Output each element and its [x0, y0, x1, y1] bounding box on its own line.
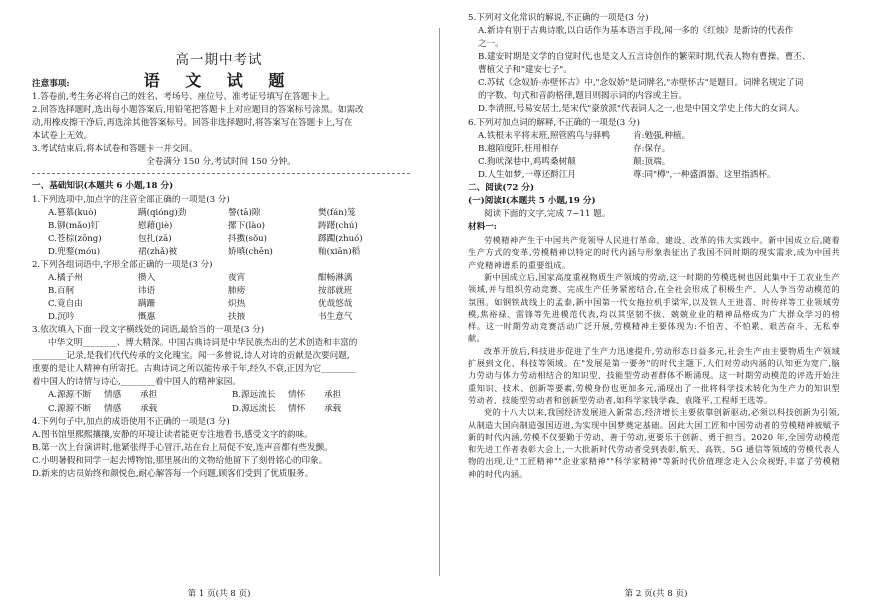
- option: 肺痨: [228, 285, 246, 296]
- option-note: 肯:勉强,种植。: [633, 130, 691, 141]
- option-row: [468, 156, 840, 169]
- passage-line: 中华文明________、博大精深。中国古典诗词是中华民族杰出的艺术创造和丰富的: [48, 338, 358, 349]
- option: D.源远流长: [232, 403, 276, 414]
- option: 夜宵: [228, 272, 246, 283]
- option: 承载: [140, 403, 158, 414]
- option: C.狗吠深巷中,鸡鸣桑树颠: [478, 156, 576, 167]
- option: 炽热: [228, 299, 246, 309]
- notice-heading: 注意事项:: [32, 79, 70, 89]
- option: 蹒跚: [138, 299, 156, 309]
- option: 樊(fán)笼: [318, 207, 356, 218]
- option: B.越陌度阡,枉用相存: [478, 143, 559, 154]
- question-stem: 1.下列选项中,加点字的注音全部正确的一项是(3 分): [32, 194, 230, 205]
- option: 之一。: [478, 39, 504, 50]
- option: B.源远流长: [232, 390, 276, 401]
- option: 扶掖: [228, 312, 246, 323]
- option-row: [468, 143, 840, 156]
- subsection-heading: (一)阅读Ⅰ(本题共 5 小题,19 分): [468, 195, 596, 206]
- question-stem: 3.依次填入下面一段文字横线处的词语,最恰当的一项是(3 分): [32, 325, 265, 336]
- section-heading: 一、基础知识(本题共 6 小题,18 分): [32, 181, 174, 192]
- option: 娇嗔(chēn): [228, 246, 273, 257]
- option: 承担: [140, 390, 158, 401]
- option: C.竟自由: [48, 299, 83, 309]
- question-stem: 5.下列对文化常识的解说,不正确的一项是(3 分): [468, 13, 649, 23]
- option: C.小明暑假和同学一起去博物馆,那里展出的文物给他留下了刻骨铭心的印象。: [32, 455, 328, 466]
- question-stem: 4.下列句子中,加点的成语使用不正确的一项是(3 分): [32, 416, 230, 427]
- notice-line: 1.答卷前,考生务必将自己的姓名、考场号、座位号、准考证号填写在答题卡上。: [32, 92, 336, 103]
- exam-title: 高一期中考试: [175, 52, 263, 68]
- option: D.新来的店员始终和颜悦色,耐心解答每一个问题,顾客们受到了优质服务。: [32, 468, 314, 479]
- option-row: [32, 233, 410, 246]
- section-heading: 二、阅读(72 分): [468, 182, 535, 193]
- option: 情怀: [288, 390, 306, 401]
- option: 的字数、句式和音韵格律,题目则揭示词的内容或主旨。: [478, 91, 687, 102]
- option-row: [468, 169, 840, 182]
- option: 抖擞(sǒu): [228, 233, 268, 244]
- option: 攒入: [138, 272, 156, 283]
- option: 慰藉(jiè): [138, 220, 173, 231]
- option: A.源源不断: [48, 390, 92, 401]
- notice-line: 2.回答选择题时,选出每小题答案后,用铅笔把答题卡上对应题目的答案标号涂黑。如需改: [32, 105, 364, 116]
- page-footer: 第 1 页(共 8 页): [187, 589, 251, 599]
- option-row: [32, 298, 410, 311]
- option: C.苍棕(zōng): [48, 233, 102, 244]
- score-line: 全卷满分 150 分,考试时间 150 分钟。: [146, 157, 296, 168]
- option-row: [32, 272, 410, 285]
- passage-line: 重要的是让人精神有所寄托。古典诗词之所以能传承千年,经久不衰,正因为它________: [32, 364, 356, 375]
- option: 踌躇(chú): [318, 220, 358, 231]
- option: 曹植父子和"建安七子"。: [478, 65, 572, 76]
- option: 慨惠: [138, 312, 156, 323]
- option: D.李清照,号易安居士,是宋代"豪放派"代表词人之一,也是中国文学史上伟大的女词人。: [478, 104, 805, 115]
- option-row: [32, 207, 410, 220]
- passage-paragraph: 党的十八大以来,我国经济发展进入新常态,经济增长主要依靠创新驱动,必须以科技创新为引领,从制造大国向制造强国迈进,为实现中国梦奠定基础。因此大国工匠和中国劳动者的劳模精神被赋予新的时代内涵,劳模不仅要勤于劳动、善于劳动,更要乐于创新、勇于担当。2020 年,全国劳动模范和先进工作者表彰大会上,一大批新时代劳动者受到表彰,航天、高铁、5G 通信等领域的劳模代表人物的出现,让"工匠精神""企业家精神""科学家精神"等新时代价值理念走入公众视野,丰富了劳模精神的时代内涵。: [468, 407, 840, 479]
- notice-line: 本试卷上无效。: [32, 131, 93, 142]
- option: B.百舸: [48, 285, 75, 296]
- option: 謦(tā)隙: [228, 207, 261, 218]
- option: 讳语: [138, 285, 156, 296]
- passage-line: 着中国人的诗情与诗心,________着中国人的精神家园。: [32, 377, 241, 388]
- option: 踯躅(zhuó): [318, 233, 363, 244]
- option: 情感: [104, 390, 122, 401]
- option: B.第一次上台演讲时,他紧张得手心冒汗,站在台上局促不安,连声音都有些发颤。: [32, 442, 333, 453]
- option: 优哉悠哉: [318, 299, 353, 309]
- option-note: 颠:顶端。: [633, 156, 671, 167]
- option: D.沉吟: [48, 312, 75, 323]
- notice-line: 动,用橡皮擦干净后,再选涂其他答案标号。回答非选择题时,将答案写在答题卡上,写在: [32, 118, 353, 129]
- option: A.新诗有别于古典诗歌,以白话作为基本语言手段,闻一多的《红烛》是新诗的代表作: [478, 26, 794, 37]
- passage-paragraph: 劳模精神产生于中国共产党领导人民进行革命、建设、改革的伟大实践中。新中国成立后,随着生产方式的变革,劳模精神以特定的时代内涵与形象表征出了我国不同时期的现实需求,成为中国共产党精神谱系的重要组成。: [468, 235, 840, 270]
- option: 酣畅淋漓: [318, 272, 353, 283]
- option: A.铁根未平将末班,照管鸥鸟与驿鸭: [478, 130, 610, 141]
- option-row: [32, 389, 410, 402]
- option: B.铆(mǎo)钉: [48, 220, 100, 231]
- question-stem: 6.下列对加点词的解释,不正确的一项是(3 分): [468, 117, 640, 128]
- option-row: [32, 403, 410, 416]
- page-footer: 第 2 页(共 8 页): [624, 589, 688, 599]
- page-2: [442, 0, 870, 615]
- option-row: [32, 285, 410, 298]
- option: 情怀: [288, 403, 306, 414]
- option: 承担: [324, 390, 342, 401]
- notice-line: 3.考试结束后,将本试卷和答题卡一并交回。: [32, 144, 198, 155]
- option-row: [468, 130, 840, 143]
- option-row: [32, 246, 410, 259]
- option: 承载: [324, 403, 342, 414]
- option: 包扎(zā): [138, 233, 172, 244]
- option: 情感: [104, 403, 122, 414]
- passage-line: ________记录,是我们代代传承的文化瑰宝。闻一多曾说,诗人对诗的贡献是次要问题,: [32, 351, 350, 362]
- question-stem: 2.下列各组词语中,字形全部正确的一项是(3 分): [32, 259, 213, 270]
- option: C.苏轼《念奴娇·赤壁怀古》中,"念奴娇"是词牌名,"赤壁怀古"是题目。词牌名规定了词: [478, 78, 804, 89]
- passage-paragraph: 新中国成立后,国家高度重视物质生产领域的劳动,这一时期的劳模选树也因此集中于工农业生产领域,并与组织劳动竞赛、完成生产任务紧密结合,在全社会形成了积极生产、人人争当劳动模范的氛围。如钢铁战线上的孟泰,新中国第一代女拖拉机手梁军,以及铁人王进喜、时传祥等工业领域劳模,焦裕禄、雷锋等先进模范代表,均以其坚韧不拔、兢兢业业的精神品格成为广大群众学习的榜样。这一时期劳动竞赛活动广泛开展,劳模精神主要体现为:不怕苦、不怕累、艰苦奋斗、无私奉献。: [468, 271, 840, 344]
- option: C.源源不断: [48, 403, 92, 414]
- page-divider: [439, 28, 440, 576]
- option: D.人生如梦,一尊还酹江月: [478, 169, 576, 180]
- option: 籼(xiān)稻: [318, 246, 361, 257]
- option-note: 存:保存。: [633, 143, 671, 154]
- option: 裙(zhǎ)被: [138, 246, 178, 257]
- exam-subject: 语 文 试 题: [143, 71, 295, 90]
- option: B.建安时期是文学的自觉时代,也是文人五言诗创作的繁荣时期,代表人物有曹操、曹丕、: [478, 52, 811, 63]
- option: 按部就班: [318, 285, 353, 296]
- divider-rule: [32, 173, 410, 174]
- option: D.兜鍪(móu): [48, 246, 101, 257]
- option: 蹒(qióng)劲: [138, 207, 187, 218]
- passage-paragraph: 改革开放后,科技进步促进了生产力迅速提升,劳动形态日益多元,社会生产由主要物质生产领域扩展到文化、科技等领域。在"发展是第一要务"的时代主题下,人们对劳动内涵的认知更为宽广,脑力劳动与体力劳动相结合的知识型、技能型劳动者群体不断涌现。这一时期劳动模范的评选开始注重知识、技术、创新等要素,劳模身份也更加多元,涌现出了一批将科学技术转化为生产力的知识型劳动者、技能型劳动者和创新型劳动者,如科学家钱学森、袁隆平,工程师王选等。: [468, 345, 840, 405]
- material-label: 材料一:: [468, 222, 497, 232]
- option: 书生意气: [318, 312, 353, 323]
- option-row: [32, 220, 410, 233]
- option: A.图书馆里熙熙攘攘,安静的环境让读者能更专注地看书,感受文字的韵味。: [32, 429, 313, 440]
- reading-instruction: 阅读下面的文字,完成 7~11 题。: [484, 208, 611, 219]
- option: A.橘子州: [48, 272, 83, 283]
- option: 摞下(lào): [228, 220, 265, 231]
- option: A.篡慕(kuò): [48, 207, 97, 218]
- option-row: [32, 311, 410, 324]
- option-note: 尊:同"樽",一种盛酒器。这里指洒杯。: [633, 169, 776, 180]
